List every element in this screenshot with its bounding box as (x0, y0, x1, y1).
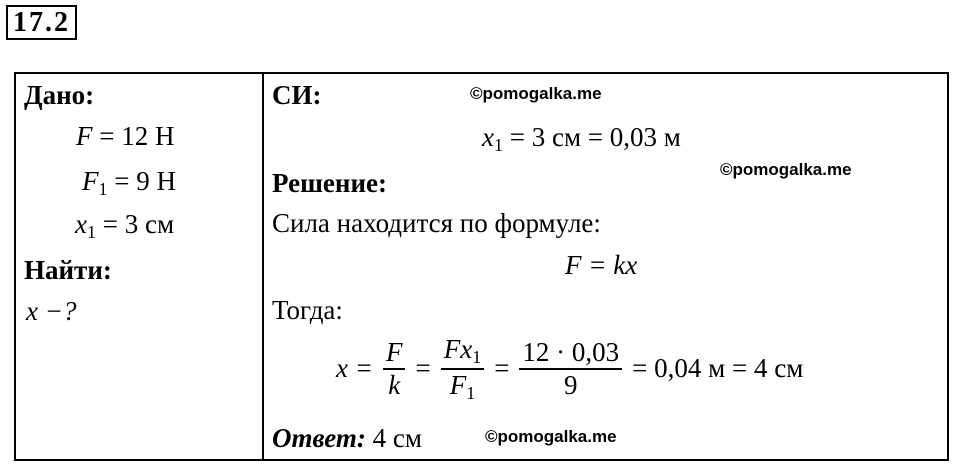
given-line: F = 12 Н (76, 121, 175, 151)
watermark: ©pomogalka.me (470, 84, 602, 103)
given-line: $x_1 = 3$ см (75, 209, 175, 242)
given-heading: Дано: (24, 80, 95, 110)
formula: F = kx (565, 250, 638, 280)
then-text: Тогда: (272, 295, 343, 325)
find-value: x −? (26, 296, 77, 326)
watermark: ©pomogalka.me (485, 427, 617, 446)
problem-number: 17.2 (6, 5, 77, 40)
si-conversion: $x_1 = 3$ см = 0,03 м (482, 122, 681, 155)
solution-heading: Решение: (272, 168, 387, 198)
watermark: ©pomogalka.me (720, 160, 852, 179)
find-heading: Найти: (24, 255, 112, 285)
main-equation: x = $\frac{F}{k}$ = $\frac{Fx_1}{F_1}$ = $\frac{12 \cdot 0,03}{9}$ = 0,04 м = 4 см (336, 334, 804, 403)
si-heading: СИ: (272, 80, 322, 110)
solution-text: Сила находится по формуле: (272, 208, 601, 238)
given-line: $F_1 = 9$ Н (82, 166, 176, 199)
fraction: $\frac{12 \cdot 0,03}{9}$ (519, 337, 622, 401)
fraction: $\frac{Fx_1}{F_1}$ (441, 334, 484, 403)
answer: Ответ: 4 см (272, 423, 422, 453)
fraction: $\frac{F}{k}$ (383, 337, 406, 401)
column-divider (262, 72, 264, 461)
